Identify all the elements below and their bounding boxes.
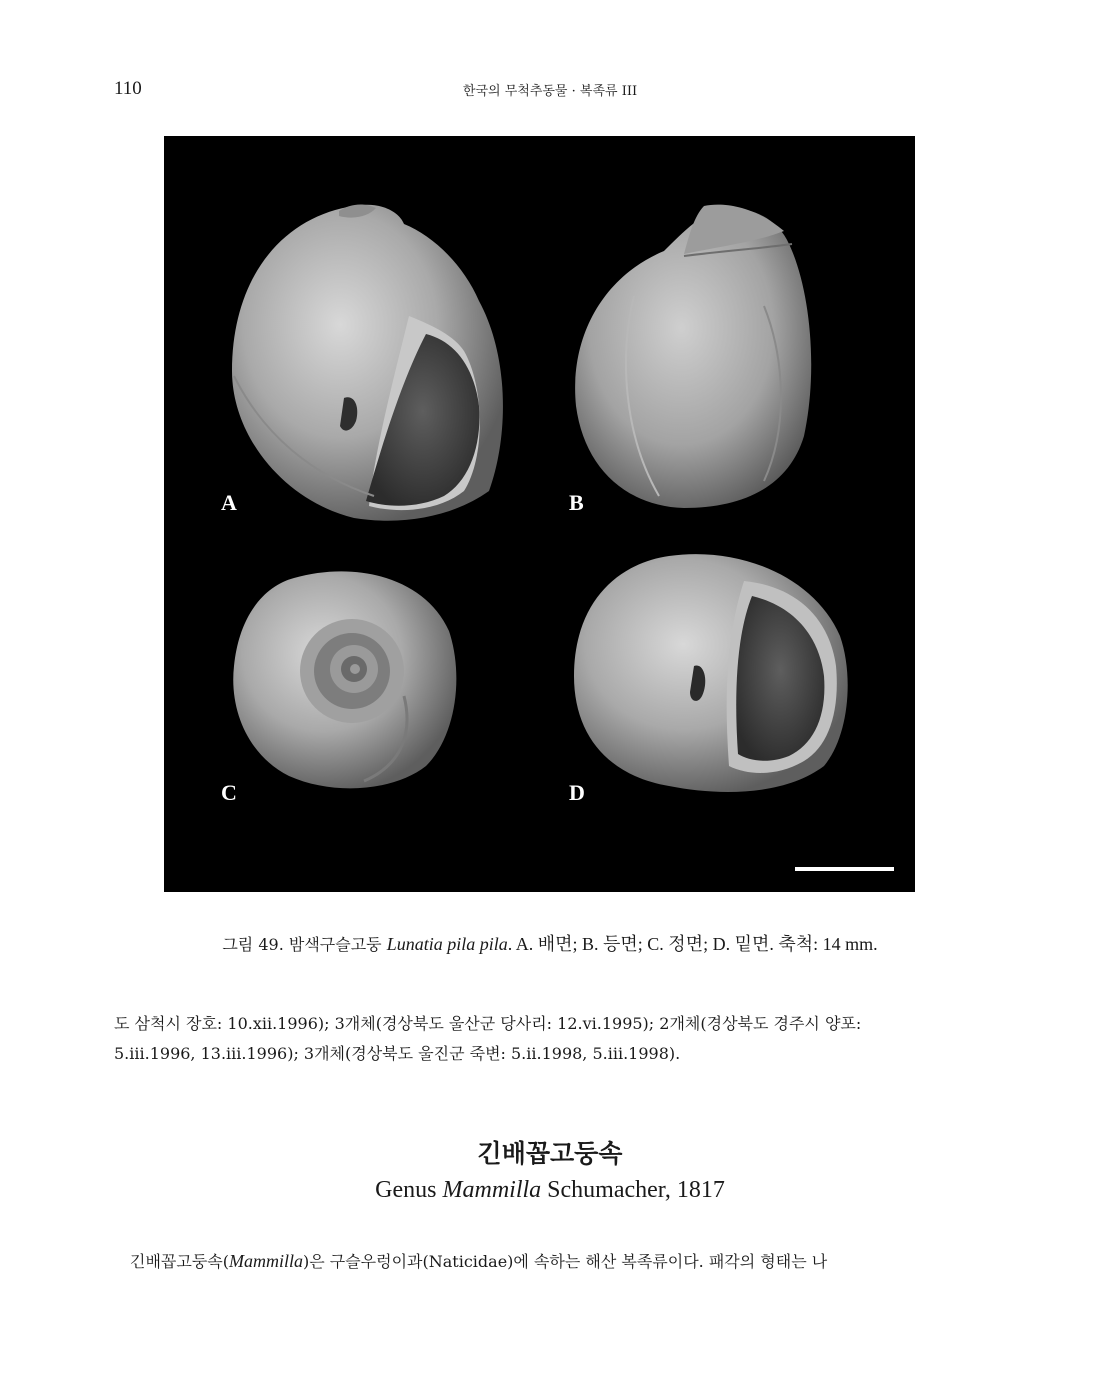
caption-species: Lunatia pila pila bbox=[386, 934, 508, 954]
genus-latin-prefix: Genus bbox=[375, 1177, 443, 1203]
shell-a-image bbox=[232, 204, 503, 520]
genus-latin-heading bbox=[0, 1177, 1100, 1204]
genus-latin-name: Mammilla bbox=[442, 1177, 542, 1203]
page-number: 110 bbox=[114, 78, 142, 99]
panel-label-d: D bbox=[569, 780, 585, 805]
panel-label-c: C bbox=[221, 780, 237, 805]
panel-label-b: B bbox=[569, 490, 584, 515]
genus-latin-author: Schumacher, 1817 bbox=[541, 1177, 725, 1203]
running-header: 한국의 무척추동물 · 복족류 III bbox=[462, 84, 638, 99]
intro-part-2: )은 구슬우렁이과(Naticidae)에 속하는 해산 복족류이다. 패각의 형태는 나 bbox=[302, 1252, 828, 1271]
body-text-line-1: 도 삼척시 장호: 10.xii.1996); 3개체(경상북도 울산군 당사리: 12.vi.1995); 2개체(경상북도 경주시 양포: bbox=[114, 1014, 862, 1033]
caption-description: . A. 배면; B. 등면; C. 정면; D. 밑면. 축척: 14 mm. bbox=[507, 934, 878, 954]
shell-d-image bbox=[574, 554, 848, 792]
shell-c-image bbox=[233, 571, 456, 788]
intro-genus: Mammilla bbox=[228, 1251, 303, 1271]
figure-plate bbox=[164, 136, 915, 892]
scale-bar bbox=[795, 867, 894, 871]
intro-part-1: 긴배꼽고둥속( bbox=[130, 1252, 229, 1271]
shell-photographs bbox=[164, 136, 915, 892]
body-text-line-2: 5.iii.1996, 13.iii.1996); 3개체(경상북도 울진군 죽변: 5.ii.1998, 5.iii.1998). bbox=[114, 1044, 681, 1063]
panel-label-a: A bbox=[221, 490, 237, 515]
intro-paragraph bbox=[130, 1247, 990, 1276]
figure-caption bbox=[0, 930, 1100, 956]
genus-korean-heading: 긴배꼽고둥속 bbox=[477, 1139, 623, 1168]
shell-b-image bbox=[575, 205, 811, 508]
caption-prefix: 그림 49. 밤색구슬고둥 bbox=[222, 935, 382, 954]
